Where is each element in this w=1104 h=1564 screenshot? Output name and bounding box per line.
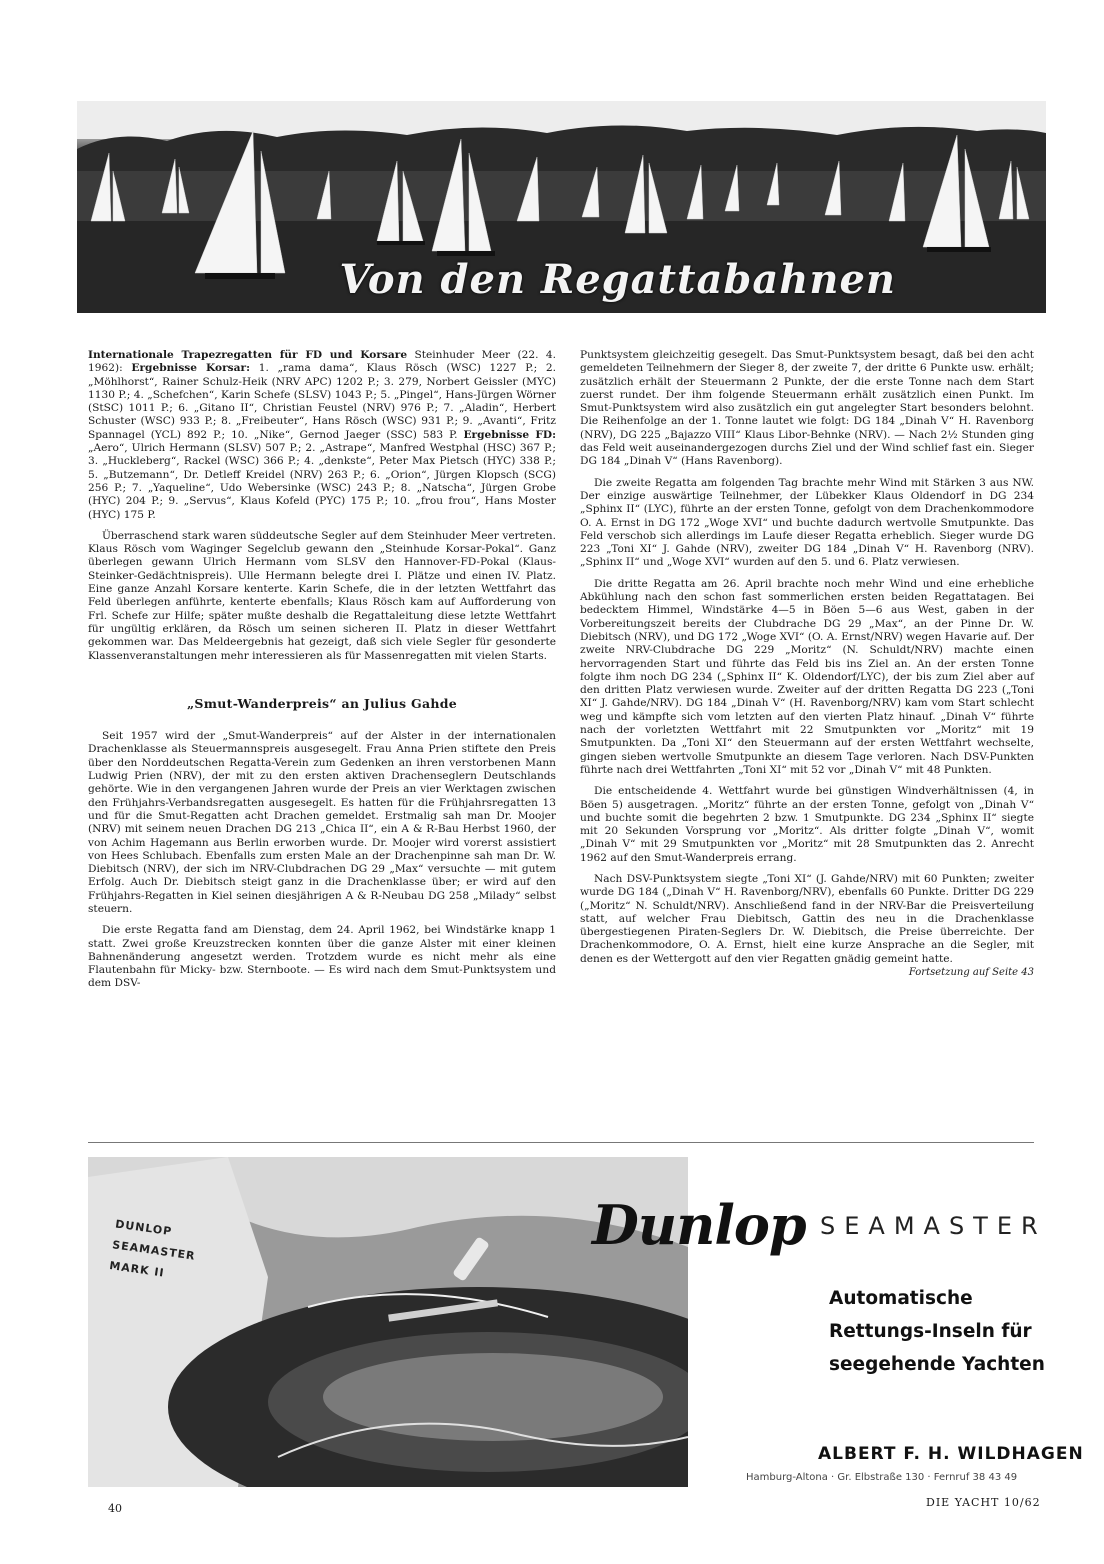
article-paragraph: Seit 1957 wird der „Smut-Wanderpreis“ auf der Alster in der internationalen Drachenklasse als Steuermannspreis ausgesegelt. Frau Anna Prien stiftete den Preis über den Norddeutschen Regatta-Verein zum Gedenken an ihren verstorbenen Mann Ludwig Prien (NRV), der mit zu den ersten aktiven Drachenseglern Deutschlands gehörte. Wie in den vergangenen Jahren wurde der Preis an vier Werktagen zwischen den Frühjahrs-Verbandsregatten ausgesegelt. Es hatten für die Frühjahrsregatten 13 und für die Smut-Regatten acht Drachen gemeldet. Erstmalig sah man Dr. Moojer (NRV) mit seinem neuen Drachen DG 213 „Chica II“, ein A & R-Bau Herbst 1960, der von Achim Hagemann aus Berlin erworben wurde. Dr. Moojer wird vorerst assistiert von Hees Schlubach. Ebenfalls zum ersten Male an der Drachenpinne sah man Dr. W. Diebitsch (NRV), der sich im NRV-Clubdrachen DG 29 „Max“ versuchte — mit gutem Erfolg. Auch Dr. Diebitsch steigt ganz in die Drachenklasse über; er wird auf den Frühjahrs-Regatten in Kiel seinen diesjährigen A & R-Neubau DG 258 „Milady“ selbst steuern. (88, 730, 556, 915)
tagline-line: Rettungs-Inseln für (829, 1321, 1032, 1342)
korsar-results: 1. „rama dama“, Klaus Rösch (WSC) 1227 P.; 2. „Möhlhorst“, Rainer Schulz-Heik (NRV APC) 1202 P.; 3. 279, Norbert Geissler (MYC) 1130 P.; 4. „Schefchen“, Karin Schefe (SLSV) 1043 P.; 5. „Pingel“, Hans-Jürgen Wörner (StSC) 1011 P.; 6. „Gitano II“, Christian Feustel (NRV) 976 P.; 7. „Aladin“, Herbert Schuster (WSC) 933 P.; 8. „Freibeuter“, Hans Rösch (WSC) 931 P.; 9. „Avanti“, Fritz Spannagel (YCL) 892 P.; 10. „Nike“, Gernod Jaeger (SSC) 583 P. (88, 362, 556, 441)
ad-tagline (829, 1282, 1079, 1381)
divider (88, 1142, 1034, 1143)
brand-logo: Dunlop (592, 1193, 806, 1257)
korsar-results-label: Ergebnisse Korsar: (131, 362, 250, 375)
article-paragraph: Nach DSV-Punktsystem siegte „Toni XI“ (J. Gahde/NRV) mit 60 Punkten; zweiter wurde DG 184 („Dinah V“ H. Ravenborg/NRV), ebenfalls 60 Punkte. Dritter DG 229 („Moritz“ N. Schuldt/NRV). Anschließend fand in der NRV-Bar die Preisverteilung statt, auf welcher Frau Diebitsch, Gattin des neu in die Drachenklasse übergestiegenen Piraten-Seglers Dr. W. Diebitsch, die Preise überreichte. Der Drachenkommodore, O. A. Ernst, hielt eine kurze Ansprache an die Segler, mit denen es der Wettergott auf den vier Regatten gnädig gemeint hatte. (580, 872, 1034, 965)
header-photo (77, 101, 1046, 313)
page-title: Von den Regattabahnen (339, 256, 896, 303)
canopy-line: MARK II (108, 1259, 166, 1280)
results-lead: Internationale Trapezregatten für FD und Korsare (88, 349, 408, 361)
issue-label: DIE YACHT 10/62 (926, 1496, 1041, 1509)
article-column-right (580, 349, 1034, 979)
tagline-line: seegehende Yachten (829, 1354, 1045, 1375)
article-paragraph: Die erste Regatta fand am Dienstag, dem 24. April 1962, bei Windstärke knapp 1 statt. Zwei große Kreuzstrecken konnten über die ganze Alster mit einer kleinen Bahnenänderung angesetzt werden. Trotzdem wurde es nicht mehr als eine Flautenbahn für Micky- bzw. Sternboote. — Es wird nach dem Smut-Punktsystem und dem DSV- (88, 924, 556, 990)
fd-results-label: Ergebnisse FD: (463, 428, 556, 441)
continued-note: Fortsetzung auf Seite 43 (908, 967, 1034, 979)
raft-canopy-label (108, 1213, 200, 1287)
canopy-line: DUNLOP (114, 1217, 173, 1239)
page-number: 40 (108, 1502, 122, 1515)
company-address: Hamburg-Altona · Gr. Elbstraße 130 · Fernruf 38 43 49 (746, 1472, 1018, 1483)
canopy-line: SEAMASTER (111, 1238, 197, 1263)
results-paragraph (88, 349, 556, 522)
article-paragraph: Die zweite Regatta am folgenden Tag brachte mehr Wind mit Stärken 3 aus NW. Der einzige auswärtige Teilnehmer, der Lübekker Klaus Oldendorf in DG 234 „Sphinx II“ (LYC), führte an der ersten Tonne, gefolgt von dem Drachenkommodore O. A. Ernst in DG 172 „Woge XVI“ und buchte dadurch wertvolle Smutpunkte. Das Feld verschob sich allerdings im Laufe dieser Regatta erheblich. Sieger wurde DG 223 „Toni XI“ J. Gahde (NRV), zweiter DG 184 „Dinah V“ H. Ravenborg (NRV). „Sphinx II“ und „Woge XVI“ wurden auf den 5. und 6. Platz verwiesen. (580, 476, 1034, 569)
section-heading: „Smut-Wanderpreis“ an Julius Gahde (186, 695, 458, 711)
product-name: SEAMASTER (820, 1212, 1047, 1240)
article-paragraph: Die dritte Regatta am 26. April brachte noch mehr Wind und eine erhebliche Abkühlung nach den schon fast sommerlichen ersten beiden Regattatagen. Bei bedecktem Himmel, Windstärke 4—5 in Böen 5—6 aus West, gaben in der Vorbereitungszeit bereits der Clubdrache DG 29 „Max“, an der Pinne Dr. W. Diebitsch (NRV), und DG 172 „Woge XVI“ (O. A. Ernst/NRV) wegen Havarie auf. Der zweite NRV-Clubdrache DG 229 „Moritz“ (N. Schuldt/NRV) machte einen hervorragenden Start und führte das Feld bis ins Ziel an. An der ersten Tonne folgte ihm noch DG 234 („Sphinx II“ K. Oldendorf/LYC), der bis zum Ziel aber auf den dritten Platz verwiesen wurde. Zweiter auf der dritten Regatta DG 223 („Toni XI“ J. Gahde/NRV). DG 184 „Dinah V“ (H. Ravenborg/NRV) kam vom Start schlecht weg und kämpfte sich vom letzten auf den vierten Platz hinauf. „Dinah V“ führte nach der vorletzten Wettfahrt mit 22 Smutpunkten vor „Moritz“ mit 19 Smutpunkten. Da „Toni XI“ den Steuermann auf der ersten Wettfahrt wechselte, gingen sieben wertvolle Smutpunkte an diesem Tage verloren. Nach DSV-Punkten führte nach drei Wettfahrten „Toni XI“ mit 52 vor „Dinah V“ mit 48 Punkten. (580, 577, 1034, 776)
article-paragraph: Die entscheidende 4. Wettfahrt wurde bei günstigen Windverhältnissen (4, in Böen 5) ausgetragen. „Moritz“ führte an der ersten Tonne, gefolgt von „Dinah V“ und buchte somit die begehrten 2 bzw. 1 Smutpunkte. DG 234 „Sphinx II“ siegte mit 20 Sekunden Vorsprung vor „Moritz“. Als dritter folgte „Dinah V“, womit „Dinah V“ mit 29 Smutpunkten vor „Moritz“ mit 28 Smutpunkten das 2. Anrecht 1962 auf den Smut-Wanderpreis errang. (580, 785, 1034, 864)
tagline-line: Automatische (829, 1288, 973, 1309)
article-column-left (88, 349, 556, 999)
results-place-date: Steinhuder Meer (22. 4. 1962): (88, 349, 557, 375)
fd-results: „Aero“, Ulrich Hermann (SLSV) 507 P.; 2. „Astrape“, Manfred Westphal (HSC) 367 P.; 3. „Huckleberg“, Rackel (WSC) 366 P.; 4. „denkste“, Peter Max Pietsch (HYC) 338 P.; 5. „Butzemann“, Dr. Detleff Kreidel (NRV) 263 P.; 6. „Orion“, Jürgen Klopsch (SCG) 256 P.; 7. „Yaqueline“, Udo Webersinke (WSC) 243 P.; 8. „Natscha“, Jürgen Grobe (HYC) 204 P.; 9. „Servus“, Klaus Kofeld (PYC) 175 P.; 10. „frou frou“, Hans Moster (HYC) 175 P. (88, 442, 556, 521)
article-paragraph: Überraschend stark waren süddeutsche Segler auf dem Steinhuder Meer vertreten. Klaus Rösch vom Waginger Segelclub gewann den „Steinhude Korsar-Pokal“. Ganz überlegen gewann Ulrich Hermann vom SLSV den Hannover-FD-Pokal (Klaus-Steinker-Gedächtnispreis). Ulle Hermann belegte drei I. Plätze und einen IV. Platz. Eine ganze Anzahl Korsare kenterte. Karin Schefe, die in der letzten Wettfahrt das Feld überlegen anführte, kenterte ebenfalls; Klaus Rösch kam auf Aufforderung von Frl. Schefe zur Hilfe; später mußte deshalb die Regattaleitung diese letzte Wettfahrt für ungültig erklären, da Rösch um seinen sicheren II. Platz in dieser Wettfahrt gekommen war. Das Meldeergebnis hat gezeigt, daß sich viele Segler für gesonderte Klassenveranstaltungen mehr interessieren als für Massenregatten mit vielen Starts. (88, 529, 556, 662)
company-name: ALBERT F. H. WILDHAGEN (818, 1444, 1084, 1464)
article-paragraph: Punktsystem gleichzeitig gesegelt. Das Smut-Punktsystem besagt, daß bei den acht gemeldeten Teilnehmern der Sieger 8, der zweite 7, der dritte 6 Punkte usw. erhält; zusätzlich erhält der Steuermann 2 Punkte, der die erste Tonne nach dem Start zuerst rundet. Der ihm folgende Steuermann erhält zusätzlich einen Punkt. Im Smut-Punktsystem wird also zusätzlich ein gut angelegter Start besonders belohnt. Die Reihenfolge an der 1. Tonne lautet wie folgt: DG 184 „Dinah V“ H. Ravenborg (NRV), DG 225 „Bajazzo VIII“ Klaus Libor-Behnke (NRV). — Nach 2½ Stunden ging das Feld weit auseinandergezogen durchs Ziel und der Wind schlief fast ein. Sieger DG 184 „Dinah V“ (Hans Ravenborg). (580, 349, 1034, 468)
